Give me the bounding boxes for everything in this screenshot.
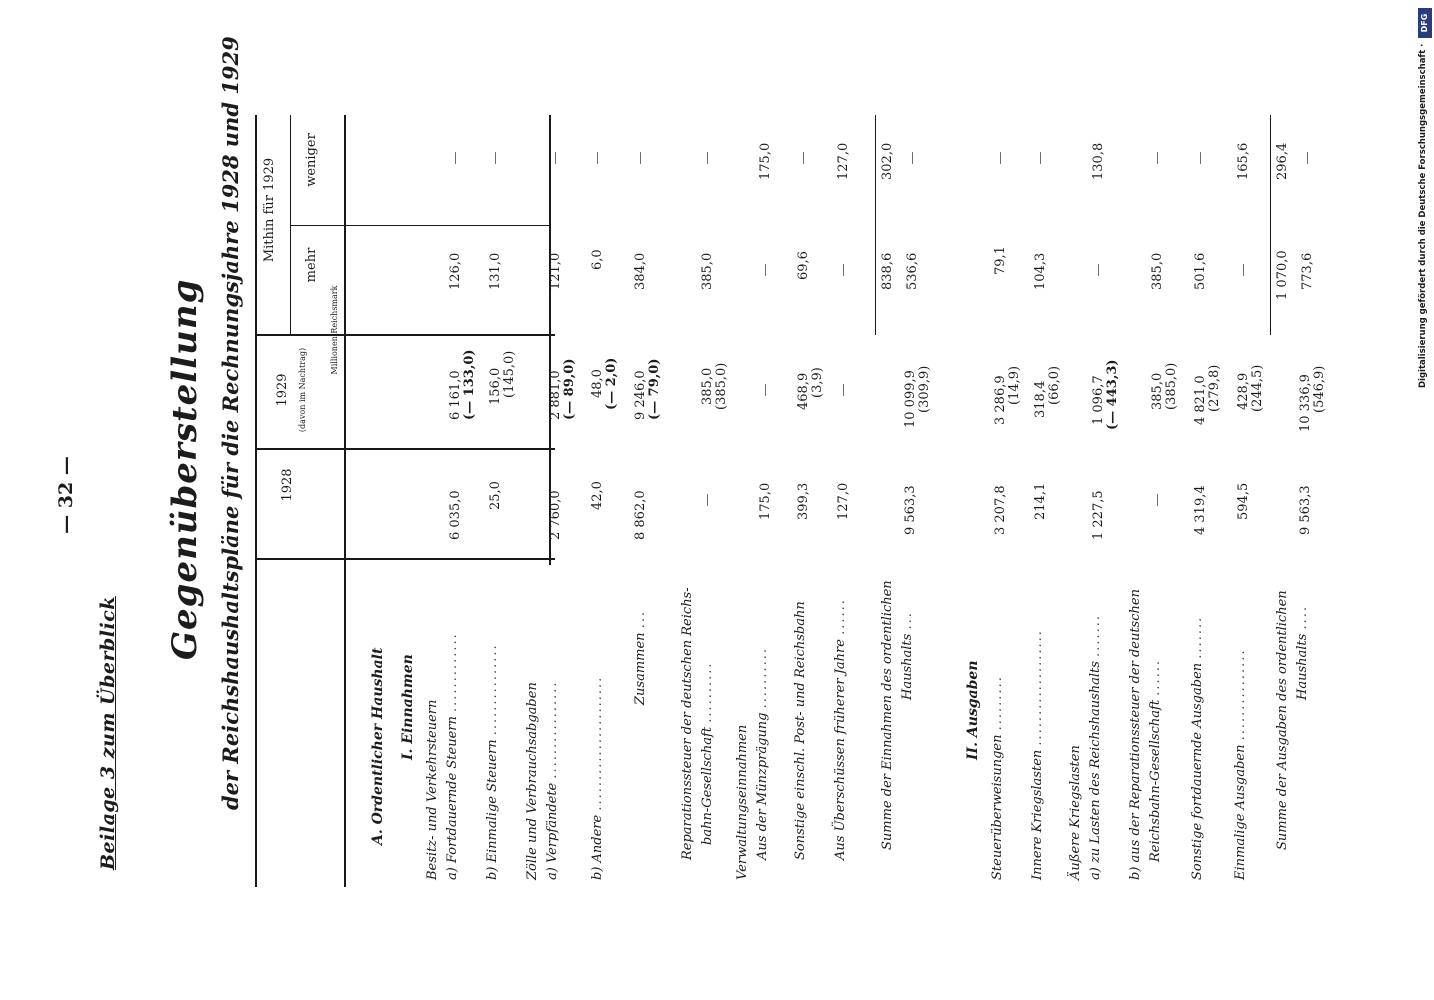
section-income-heading: I. Einnahmen <box>400 654 416 760</box>
col-header-weniger: weniger <box>304 133 319 187</box>
cell-1928: 127,0 <box>836 482 851 520</box>
row-label: Reparationssteuer der deutschen Reichs- <box>680 587 695 860</box>
cell-1929: 2 881,0 <box>548 370 563 420</box>
cell-1929-note: (3,9) <box>810 367 825 398</box>
cell-weniger: — <box>700 151 715 165</box>
cell-1928: 6 035,0 <box>448 490 463 540</box>
col-header-1929: 1929 <box>275 373 290 407</box>
cell-1928: 9 563,3 <box>1298 485 1313 535</box>
cell-mehr: 6,0 <box>590 249 605 270</box>
cell-1928: 1 227,5 <box>1091 490 1106 540</box>
row-label: Einmalige Ausgaben ............... <box>1233 648 1248 880</box>
cell-1928: 594,5 <box>1236 482 1251 520</box>
cell-1929-note: (385,0) <box>714 362 729 410</box>
cell-1929-note: (279,8) <box>1207 364 1222 412</box>
row-label: Haushalts ... <box>900 611 915 700</box>
cell-1929: — <box>758 383 773 397</box>
cell-weniger: — <box>448 151 463 165</box>
sum-income-subrule <box>875 115 876 335</box>
cell-mehr: 385,0 <box>700 252 715 290</box>
table-top-rule <box>255 115 257 887</box>
row-label: Steuerüberweisungen ......... <box>990 675 1005 880</box>
cell-weniger: — <box>1033 151 1048 165</box>
row-label: Summe der Einnahmen des ordentlichen <box>880 580 895 850</box>
cell-1928: — <box>1150 493 1165 507</box>
cell-mehr: 79,1 <box>993 246 1008 275</box>
col-mehr-rule <box>290 225 550 226</box>
cell-1928: 4 319,4 <box>1193 485 1208 535</box>
row-label: Verwaltungseinnahmen <box>735 724 750 880</box>
unit-label: Millionen Reichsmark <box>330 285 339 375</box>
supplement-label: Beilage 3 zum Überblick <box>97 596 119 870</box>
col-header-1928: 1928 <box>280 468 295 502</box>
cell-weniger: 127,0 <box>836 142 851 180</box>
cell-1928: 214,1 <box>1033 482 1048 520</box>
cell-weniger: — <box>548 151 563 165</box>
row-label: Äußere Kriegslasten <box>1068 745 1083 880</box>
cell-1929: 10 336,9 <box>1298 374 1313 432</box>
cell-1928: 3 207,8 <box>993 485 1008 535</box>
cell-1929-note: (— 443,3) <box>1105 359 1120 430</box>
digitization-credit: Digitalisierung gefördert durch die Deutsche Forschungsgemeinschaft · <box>1418 43 1428 388</box>
cell-weniger: — <box>1193 151 1208 165</box>
cell-1929: 48,0 <box>590 369 605 398</box>
section-expense-heading: II. Ausgaben <box>965 660 981 760</box>
col-header-1929-note: (davon im Nachtrag) <box>298 347 307 433</box>
row-label: Innere Kriegslasten ................... <box>1030 629 1045 880</box>
row-label: bahn-Gesellschaft .......... <box>700 661 715 845</box>
cell-1928: 175,0 <box>758 482 773 520</box>
cell-weniger: 302,0 <box>880 142 895 180</box>
cell-mehr: 385,0 <box>1150 252 1165 290</box>
document-subtitle: der Reichshaushaltspläne für die Rechnungsjahre 1928 und 1929 <box>218 36 243 810</box>
page-number: — 32 — <box>55 456 77 534</box>
cell-mehr: 131,0 <box>488 252 503 290</box>
document-title: Gegenüberstellung <box>165 278 205 660</box>
cell-mehr: 838,6 <box>880 252 895 290</box>
cell-1928: 25,0 <box>488 481 503 510</box>
row-label: Reichsbahn-Gesellschaft ...... <box>1148 659 1163 862</box>
row-label: a) zu Lasten des Reichshaushalts ....... <box>1088 614 1103 880</box>
row-label: Sonstige fortdauernde Ausgaben ....... <box>1190 615 1205 880</box>
cell-1929: 156,0 <box>488 367 503 405</box>
cell-1928: 8 862,0 <box>633 490 648 540</box>
cell-1929-note: (— 133,0) <box>462 349 477 420</box>
cell-weniger: — <box>993 151 1008 165</box>
section-a-heading: A. Ordentlicher Haushalt <box>370 647 386 845</box>
cell-mehr: — <box>758 263 773 277</box>
row-label: Haushalts .... <box>1295 605 1310 700</box>
sum-expense-subrule <box>1270 115 1271 335</box>
cell-1928: 399,3 <box>796 482 811 520</box>
cell-mehr: — <box>1091 263 1106 277</box>
cell-weniger-net: — <box>905 151 920 165</box>
cell-1929: 385,0 <box>1150 372 1165 410</box>
mithin-subrule <box>290 115 291 335</box>
cell-weniger: 130,8 <box>1091 142 1106 180</box>
row-label: b) Andere ...................... <box>590 675 605 880</box>
cell-1929-note: (66,0) <box>1047 365 1062 405</box>
row-label: Aus der Münzprägung .......... <box>755 647 770 860</box>
col-header-mithin: Mithin für 1929 <box>262 157 277 263</box>
cell-weniger: — <box>590 151 605 165</box>
cell-mehr: 384,0 <box>633 252 648 290</box>
cell-1928: — <box>700 493 715 507</box>
cell-mehr-net: 536,6 <box>905 252 920 290</box>
cell-mehr: 501,6 <box>1193 252 1208 290</box>
cell-mehr: 1 070,0 <box>1275 250 1290 300</box>
cell-1929-note: (385,0) <box>1164 362 1179 410</box>
cell-1929: 9 246,0 <box>633 370 648 420</box>
cell-mehr: — <box>1236 263 1251 277</box>
cell-mehr: 69,6 <box>796 251 811 280</box>
cell-mehr: 126,0 <box>448 252 463 290</box>
cell-weniger-net: — <box>1300 151 1315 165</box>
cell-1929: — <box>836 383 851 397</box>
cell-1929: 468,9 <box>796 372 811 410</box>
row-label: Sonstige einschl. Post- und Reichsbahn <box>793 601 808 860</box>
row-label: a) Verpfändete ................ <box>545 680 560 880</box>
cell-weniger: — <box>633 151 648 165</box>
cell-1929-note: (— 2,0) <box>604 357 619 410</box>
dfg-logo: DFG <box>1418 8 1432 38</box>
row-label: Besitz- und Verkehrsteuern <box>425 699 440 880</box>
cell-1929: 4 821,0 <box>1193 375 1208 425</box>
col-header-mehr: mehr <box>304 247 319 283</box>
cell-weniger: — <box>488 151 503 165</box>
row-label: Aus Überschüssen früherer Jahre ...... <box>833 598 848 860</box>
row-label: b) Einmalige Steuern ............... <box>485 643 500 880</box>
row-label: Summe der Ausgaben des ordentlichen <box>1275 590 1290 850</box>
cell-1929: 385,0 <box>700 367 715 405</box>
cell-weniger: — <box>1150 151 1165 165</box>
col-1928-rule <box>255 448 555 450</box>
cell-1929: 3 286,9 <box>993 375 1008 425</box>
cell-mehr-net: 773,6 <box>1300 252 1315 290</box>
cell-1929-note: (244,5) <box>1250 364 1265 412</box>
cell-weniger: — <box>796 151 811 165</box>
cell-mehr: 121,0 <box>548 252 563 290</box>
cell-1929-note: (— 79,0) <box>647 358 662 420</box>
cell-1928: 9 563,3 <box>903 485 918 535</box>
cell-1929: 428,9 <box>1236 372 1251 410</box>
row-label: a) Fortdauernde Steuern ............. <box>445 632 460 880</box>
header-bottom-rule <box>344 115 346 887</box>
label-col-rule <box>255 558 555 560</box>
cell-1929: 6 161,0 <box>448 370 463 420</box>
cell-weniger: 165,6 <box>1236 142 1251 180</box>
cell-1929: 318,4 <box>1033 380 1048 418</box>
cell-mehr: — <box>836 263 851 277</box>
cell-1929: 1 096,7 <box>1091 375 1106 425</box>
cell-mehr: 104,3 <box>1033 252 1048 290</box>
cell-1929: 10 099,9 <box>903 370 918 428</box>
cell-1928: 42,0 <box>590 481 605 510</box>
cell-1929-note: (145,0) <box>502 350 517 398</box>
cell-weniger: 175,0 <box>758 142 773 180</box>
row-label: b) aus der Reparationssteuer der deutschen <box>1128 589 1143 880</box>
cell-1929-note: (546,9) <box>1312 365 1327 413</box>
row-label: Zusammen ... <box>633 609 648 705</box>
cell-1929-note: (14,9) <box>1007 365 1022 405</box>
cell-1928: 2 760,0 <box>548 490 563 540</box>
cell-1929-note: (— 89,0) <box>562 358 577 420</box>
cell-weniger: 296,4 <box>1275 142 1290 180</box>
row-label: Zölle und Verbrauchsabgaben <box>525 682 540 880</box>
cell-1929-note: (309,9) <box>917 365 932 413</box>
